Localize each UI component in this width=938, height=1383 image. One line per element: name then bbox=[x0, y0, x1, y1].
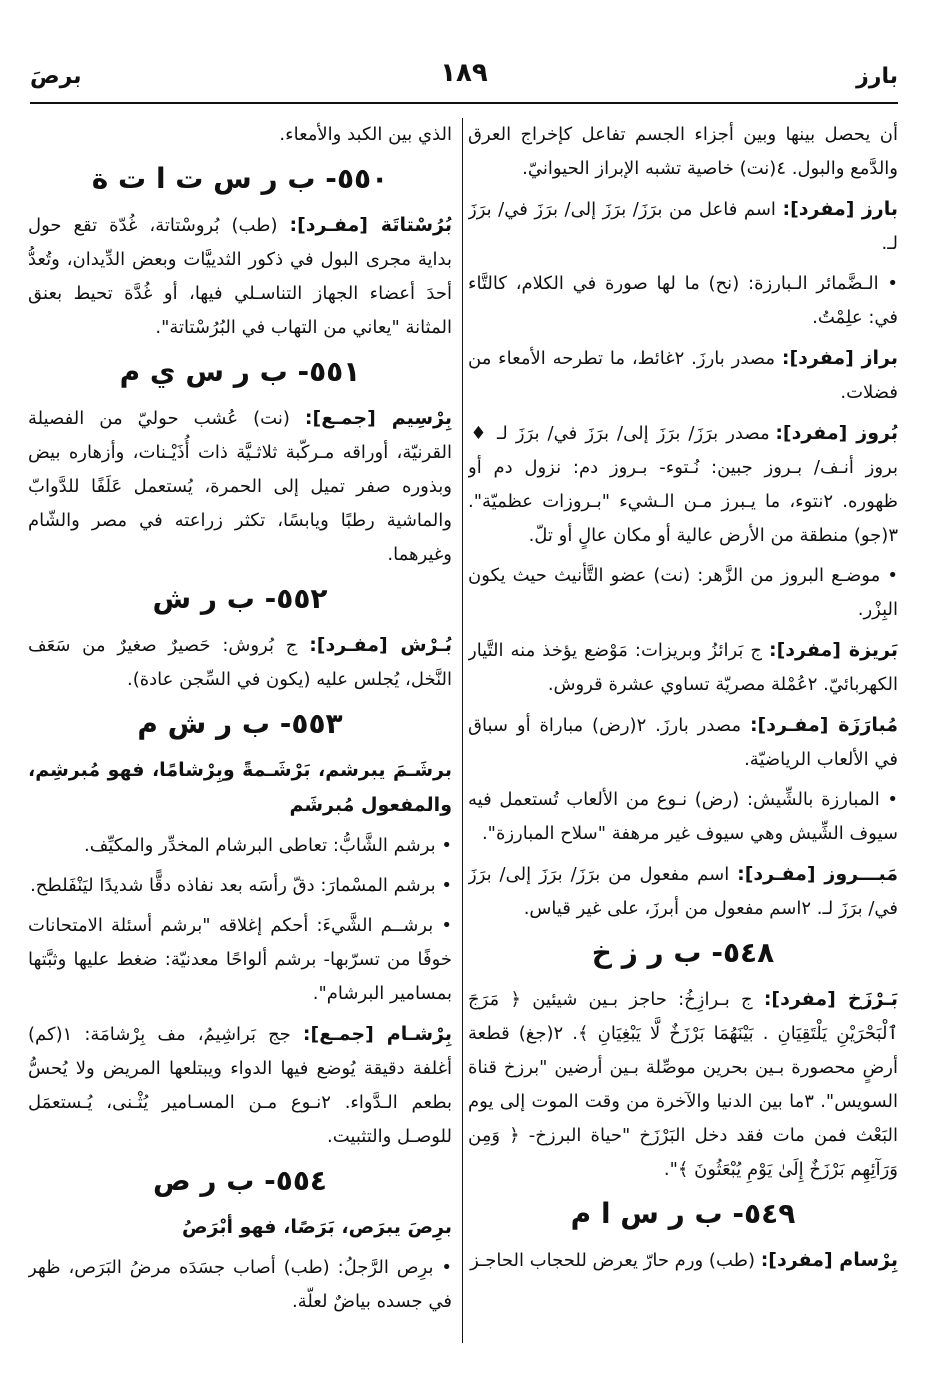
column-divider bbox=[462, 118, 463, 1343]
page-header bbox=[30, 58, 898, 104]
root-heading: ٥٥٤- ب ر ص bbox=[152, 1164, 328, 1197]
entry-birsam bbox=[468, 1243, 898, 1278]
sub-entry: • المبارزة بالشِّيش: (رض) نـوع من الألعاب تُستعمل فيه سيوف الشِّيش وهي سيوف غير مرهفة "سلاح المبارزة". bbox=[468, 789, 898, 844]
headword: مُبارَزَة [مفـرد]: bbox=[749, 714, 898, 736]
left-column bbox=[28, 118, 452, 1363]
definition: اسم فاعل من برَزَ/ برَزَ إلى/ برَزَ في/ برَزَ لـ. bbox=[468, 199, 898, 254]
entry-prostate bbox=[28, 208, 452, 345]
definition: ج بـرازِخُ: حاجز بـين شيئين ﴿ مَرَجَ ٱلْبَحْرَيْنِ يَلْتَقِيَانِ . بَيْنَهُمَا بَرْزَخٌ لَّا يَبْغِيَانِ ﴾. ٢(جغ) قطعة أرضٍ محصورة بـين بحرين موصِّلة بـين أرضين "برزخ قناة السويس". ٣ما بين الدنيا والآخرة من وقت الموت إلى يوم البَعْث فمن مات فقد دخل البَرْزَخ "حياة البرزخ- ﴿ وَمِن وَرَآئِهِم بَرْزَخٌ إِلَىٰ يَوْمِ يُبْعَثُونَ ﴾". bbox=[468, 989, 898, 1180]
definition: (طب) بُروسْتاتة، غُدّة تقع حول بداية مجرى البول في ذكور الثدييَّات وبعض الدِّيدان، وتُعدُّ أحدَ أعضاء الجهاز التناسـلي فيها، أو غُدَّة تحيط بعنق المثانة "يعاني من التهاب في البُرُسْتاتة". bbox=[28, 215, 452, 338]
right-column bbox=[468, 118, 898, 1363]
definition: (طب) ورم حارّ يعرض للحجاب الحاجـز bbox=[470, 1250, 761, 1271]
sub-entry: • الـضَّمائر الـبارزة: (نح) ما لها صورة في الكلام، كالتَّاء في: علِمْتُ. bbox=[468, 273, 898, 328]
definition: مصدر بارزَ. ٢غائط، ما تطرحه الأمعاء من فضلات. bbox=[468, 348, 898, 403]
headword: براز [مفرد]: bbox=[781, 347, 898, 369]
headword: بِرْسام [مفرد]: bbox=[760, 1249, 898, 1271]
headword: برشَـمَ يبرشم، بَرْشَـمةً وبِرْشامًا، فهو مُبرشِم، والمفعول مُبرشَم bbox=[28, 759, 452, 816]
entry-bursh bbox=[28, 628, 452, 697]
headword: بُروز [مفرد]: bbox=[775, 422, 898, 444]
header-left-word: برصَ bbox=[30, 64, 82, 89]
root-heading: ٥٥١- ب ر س ي م bbox=[119, 355, 361, 388]
entry-barshama bbox=[28, 753, 452, 823]
entry-birsham bbox=[28, 1017, 452, 1154]
header-right-word: بارز bbox=[856, 64, 898, 89]
root-heading: ٥٥٠- ب ر س ت ا ت ة bbox=[91, 162, 389, 195]
definition: مصدر بارزَ. ٢(رض) مباراة أو سباق في الألعاب الرياضيّة. bbox=[468, 715, 898, 770]
sub-entry: • برشم الشَّابُّ: تعاطى البرشام المخدِّر والمكيِّف. bbox=[83, 835, 452, 856]
entry-bariza bbox=[468, 633, 898, 702]
headword: بُرُسْتاتَة [مفـرد]: bbox=[289, 214, 452, 236]
root-heading: ٥٤٩- ب ر س ا م bbox=[570, 1197, 796, 1230]
headword: بارز [مفرد]: bbox=[782, 198, 898, 220]
sub-entry: • برشم المسْمارَ: دقّ رأسَه بعد نفاذه دقًّا شديدًا ليَنْفَلطح. bbox=[30, 875, 452, 896]
continuation-text: أن يحصل بينها وبين أجزاء الجسم تفاعل كإخراج العرق والدَّمع والبول. ٤(نت) خاصية تشبه الإبراز الحيوانيّ. bbox=[468, 124, 898, 179]
root-heading: ٥٥٢- ب ر ش bbox=[152, 582, 328, 615]
definition: ج بَرائزُ وبريزات: مَوْضع يؤخذ منه التَّيار الكهربائيّ. ٢عُمْلة مصريّة تساوي عشرة قروش. bbox=[468, 640, 898, 695]
sub-entry: • موضـع البروز من الزَّهر: (نت) عضو التَّأنيث حيث يكون البِزْر. bbox=[468, 565, 898, 620]
headword: بِرْشـام [جمـع]: bbox=[302, 1023, 452, 1045]
continuation-text: الذي بين الكبد والأمعاء. bbox=[279, 124, 452, 145]
definition: ج بُروش: حَصيرٌ صغيرٌ من سَعَف النَّخل، يُجلس عليه (يكون في السِّجن عادة). bbox=[28, 635, 452, 690]
definition: (نت) عُشب حوليّ من الفصيلة القرنيّة، أوراقه مـركّبة ثلاثـيَّة ذات أُذَيْـنات، وأزهاره بيض وبذوره صفر تميل إلى الحمرة، يُستعمل عَلَفًا للدَّوابّ والماشية رطبًا ويابسًا، تكثر زراعته في مصر والشّام وغيرهما. bbox=[28, 408, 452, 565]
entry-barisa bbox=[28, 1210, 452, 1245]
page-number: ١٨٩ bbox=[440, 58, 488, 88]
entry-mubaraza bbox=[468, 708, 898, 777]
headword: بِرْسِيم [جمـع]: bbox=[304, 407, 452, 429]
definition: جج بَراشِيمُ، مف بِرْشامَة: ١(كم) أغلفة دقيقة يُوضع فيها الدواء ويبتلعها المريض ولا يُحسُّ بطعم الـدَّواء. ٢نـوع مـن المسـامير يُثْـنى، يُـستعمَل للوصـل والتثبيت. bbox=[28, 1024, 452, 1147]
headword: برِصَ يبرَص، بَرَصًا، فهو أبْرَصُ bbox=[181, 1216, 452, 1238]
sub-entry: • برشــم الشَّيءَ: أحكم إغلاقه "برشم أسئلة الامتحانات خوفًا من تسرّبها- برشم ألواحًا معدنيّة: ضغط عليها وثبَّتها بمسامير البرشام". bbox=[28, 915, 452, 1004]
headword: بُـرْش [مفـرد]: bbox=[309, 634, 452, 656]
entry-buruz bbox=[468, 416, 898, 553]
entry-mabruz bbox=[468, 857, 898, 926]
entry-baraz bbox=[468, 341, 898, 410]
headword: بَـرْزَخ [مفرد]: bbox=[763, 988, 898, 1010]
entry-birsim bbox=[28, 401, 452, 572]
sub-entry: • برِص الرَّجلُ: (طب) أصاب جسَدَه مرضُ البَرَص، ظهر في جسده بياضٌ لعلّة. bbox=[28, 1257, 452, 1312]
headword: مَبـــروز [مفـرد]: bbox=[737, 863, 898, 885]
definition: اسم مفعول من برَزَ/ برَزَ إلى/ برَزَ في/ برَزَ لـ. ٢اسم مفعول من أبرزَ، على غير قياس. bbox=[468, 864, 898, 919]
definition: مصدر برَزَ/ برَزَ إلى/ برَزَ في/ برَزَ لـ ♦ بروز أنـف/ بـروز جبين: نُـتوء- بـروز دم: نزول دم أو ظهوره. ٢نتوء، ما يـبرز مـن الـشيء "بـروزات عظميّة". ٣(جو) منطقة من الأرض عالية أو مكان عالٍ أو تلّ. bbox=[468, 423, 898, 546]
entry-barez bbox=[468, 192, 898, 261]
root-heading: ٥٥٣- ب ر ش م bbox=[137, 707, 343, 740]
headword: بَريزة [مفرد]: bbox=[769, 639, 898, 661]
entry-barzakh bbox=[468, 982, 898, 1187]
root-heading: ٥٤٨- ب ر ز خ bbox=[591, 936, 775, 969]
